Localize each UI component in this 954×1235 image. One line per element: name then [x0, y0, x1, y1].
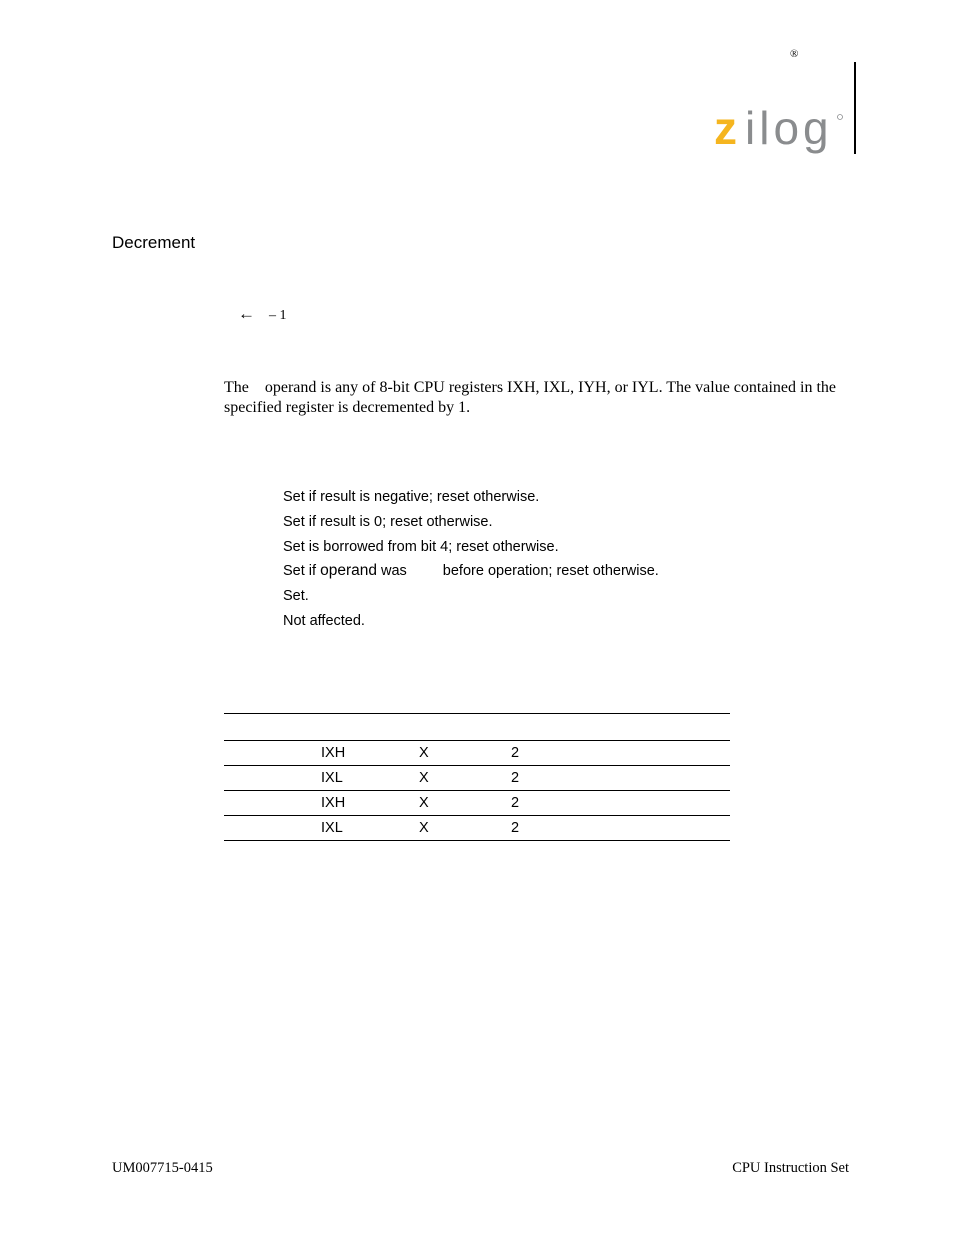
- description-paragraph: [224, 378, 849, 418]
- flag-text-pre: Set if: [283, 563, 321, 580]
- register-cell: IXH: [321, 791, 419, 816]
- table-row: [224, 791, 730, 816]
- table-row: [224, 816, 730, 841]
- flag-item: Not affected.: [283, 612, 365, 629]
- section-title: Decrement: [112, 233, 196, 252]
- description-lead: The: [224, 379, 249, 396]
- bytes-cell: 2: [511, 741, 730, 766]
- opcode-table: [224, 713, 730, 841]
- flag-item: [283, 560, 659, 585]
- bytes-cell: 2: [511, 766, 730, 791]
- register-cell: IXL: [321, 816, 419, 841]
- flag-operand: operand: [320, 562, 377, 580]
- left-arrow-icon: ←: [238, 304, 255, 323]
- svg-text:z: z: [714, 104, 737, 154]
- flag-text-tail: before operation; reset otherwise.: [442, 563, 659, 580]
- table-row: [224, 766, 730, 791]
- svg-text:ilog: ilog: [745, 104, 833, 154]
- flag-item: Set is borrowed from bit 4; reset otherwise.: [283, 538, 559, 555]
- bytes-cell: 2: [511, 816, 730, 841]
- description-body: operand is any of 8-bit CPU registers IXH, IXL, IYH, or IYL. The value contained in the specified register is decremented by 1.: [224, 379, 836, 416]
- table-row: [224, 741, 730, 766]
- x-cell: X: [419, 791, 511, 816]
- footer-section: CPU Instruction Set: [732, 1160, 849, 1176]
- header-divider: [854, 62, 856, 154]
- x-cell: X: [419, 766, 511, 791]
- table-header-row: [224, 714, 730, 741]
- footer-doc-id: UM007715-0415: [112, 1160, 213, 1176]
- operation-expression: [238, 304, 287, 324]
- flag-item: Set if result is negative; reset otherwise.: [283, 489, 540, 505]
- x-cell: X: [419, 741, 511, 766]
- register-cell: IXH: [321, 741, 419, 766]
- flag-text-post: was: [376, 563, 407, 580]
- operation-operand: – 1: [269, 308, 287, 323]
- flag-item: Set if result is 0; reset otherwise.: [283, 513, 493, 530]
- bytes-cell: 2: [511, 791, 730, 816]
- register-cell: IXL: [321, 766, 419, 791]
- registered-trademark-mark: ®: [790, 48, 799, 60]
- zilog-logo: [712, 104, 847, 156]
- x-cell: X: [419, 816, 511, 841]
- condition-bits-list: [283, 486, 659, 635]
- flag-item: Set.: [283, 588, 309, 605]
